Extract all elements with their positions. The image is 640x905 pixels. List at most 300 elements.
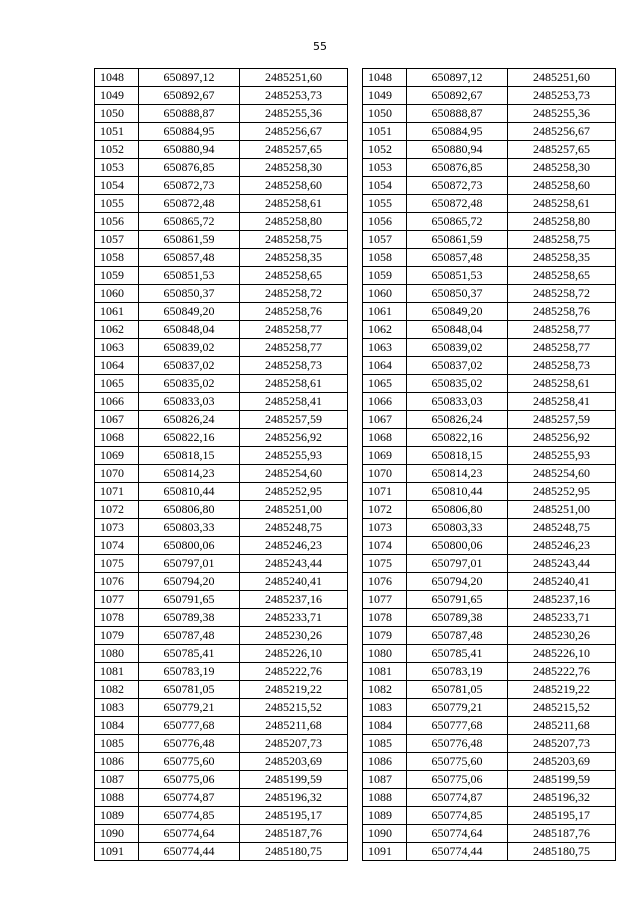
x-coordinate-cell: 650776,48 bbox=[139, 735, 240, 753]
x-coordinate-cell: 650892,67 bbox=[407, 87, 508, 105]
x-coordinate-cell: 650806,80 bbox=[407, 501, 508, 519]
y-coordinate-cell: 2485211,68 bbox=[240, 717, 348, 735]
y-coordinate-cell: 2485253,73 bbox=[508, 87, 616, 105]
point-number-cell: 1070 bbox=[363, 465, 407, 483]
y-coordinate-cell: 2485254,60 bbox=[240, 465, 348, 483]
x-coordinate-cell: 650794,20 bbox=[139, 573, 240, 591]
point-number-cell: 1077 bbox=[363, 591, 407, 609]
table-row bbox=[95, 519, 348, 537]
y-coordinate-cell: 2485248,75 bbox=[240, 519, 348, 537]
y-coordinate-cell: 2485237,16 bbox=[240, 591, 348, 609]
y-coordinate-cell: 2485240,41 bbox=[508, 573, 616, 591]
y-coordinate-cell: 2485251,00 bbox=[240, 501, 348, 519]
point-number-cell: 1057 bbox=[363, 231, 407, 249]
table-row bbox=[363, 285, 616, 303]
point-number-cell: 1075 bbox=[363, 555, 407, 573]
x-coordinate-cell: 650822,16 bbox=[139, 429, 240, 447]
point-number-cell: 1055 bbox=[363, 195, 407, 213]
table-row bbox=[363, 231, 616, 249]
point-number-cell: 1074 bbox=[363, 537, 407, 555]
table-row bbox=[95, 375, 348, 393]
point-number-cell: 1078 bbox=[95, 609, 139, 627]
table-row bbox=[95, 447, 348, 465]
point-number-cell: 1061 bbox=[95, 303, 139, 321]
point-number-cell: 1084 bbox=[363, 717, 407, 735]
point-number-cell: 1080 bbox=[95, 645, 139, 663]
table-row bbox=[363, 411, 616, 429]
point-number-cell: 1051 bbox=[95, 123, 139, 141]
x-coordinate-cell: 650774,44 bbox=[407, 843, 508, 861]
table-row bbox=[95, 285, 348, 303]
point-number-cell: 1048 bbox=[95, 69, 139, 87]
x-coordinate-cell: 650781,05 bbox=[139, 681, 240, 699]
x-coordinate-cell: 650775,06 bbox=[139, 771, 240, 789]
x-coordinate-cell: 650888,87 bbox=[407, 105, 508, 123]
table-row bbox=[95, 501, 348, 519]
x-coordinate-cell: 650850,37 bbox=[407, 285, 508, 303]
point-number-cell: 1054 bbox=[95, 177, 139, 195]
table-row bbox=[363, 681, 616, 699]
point-number-cell: 1057 bbox=[95, 231, 139, 249]
point-number-cell: 1070 bbox=[95, 465, 139, 483]
x-coordinate-cell: 650857,48 bbox=[407, 249, 508, 267]
point-number-cell: 1087 bbox=[363, 771, 407, 789]
table-row bbox=[95, 627, 348, 645]
table-row bbox=[363, 771, 616, 789]
point-number-cell: 1080 bbox=[363, 645, 407, 663]
y-coordinate-cell: 2485258,30 bbox=[240, 159, 348, 177]
x-coordinate-cell: 650803,33 bbox=[139, 519, 240, 537]
x-coordinate-cell: 650897,12 bbox=[139, 69, 240, 87]
y-coordinate-cell: 2485257,59 bbox=[240, 411, 348, 429]
y-coordinate-cell: 2485246,23 bbox=[240, 537, 348, 555]
x-coordinate-cell: 650849,20 bbox=[407, 303, 508, 321]
x-coordinate-cell: 650865,72 bbox=[407, 213, 508, 231]
y-coordinate-cell: 2485180,75 bbox=[508, 843, 616, 861]
table-row bbox=[363, 69, 616, 87]
x-coordinate-cell: 650822,16 bbox=[407, 429, 508, 447]
x-coordinate-cell: 650849,20 bbox=[139, 303, 240, 321]
table-row bbox=[95, 339, 348, 357]
x-coordinate-cell: 650850,37 bbox=[139, 285, 240, 303]
point-number-cell: 1059 bbox=[363, 267, 407, 285]
table-row bbox=[95, 177, 348, 195]
table-row bbox=[363, 753, 616, 771]
y-coordinate-cell: 2485226,10 bbox=[240, 645, 348, 663]
point-number-cell: 1064 bbox=[363, 357, 407, 375]
y-coordinate-cell: 2485195,17 bbox=[508, 807, 616, 825]
point-number-cell: 1087 bbox=[95, 771, 139, 789]
point-number-cell: 1063 bbox=[363, 339, 407, 357]
table-row bbox=[95, 105, 348, 123]
point-number-cell: 1052 bbox=[363, 141, 407, 159]
point-number-cell: 1088 bbox=[363, 789, 407, 807]
x-coordinate-cell: 650779,21 bbox=[139, 699, 240, 717]
x-coordinate-cell: 650797,01 bbox=[139, 555, 240, 573]
point-number-cell: 1079 bbox=[363, 627, 407, 645]
x-coordinate-cell: 650791,65 bbox=[139, 591, 240, 609]
point-number-cell: 1052 bbox=[95, 141, 139, 159]
y-coordinate-cell: 2485258,76 bbox=[240, 303, 348, 321]
table-row bbox=[95, 195, 348, 213]
y-coordinate-cell: 2485187,76 bbox=[508, 825, 616, 843]
x-coordinate-cell: 650777,68 bbox=[407, 717, 508, 735]
y-coordinate-cell: 2485258,72 bbox=[240, 285, 348, 303]
table-row bbox=[363, 177, 616, 195]
x-coordinate-cell: 650892,67 bbox=[139, 87, 240, 105]
y-coordinate-cell: 2485255,36 bbox=[240, 105, 348, 123]
y-coordinate-cell: 2485258,41 bbox=[508, 393, 616, 411]
point-number-cell: 1065 bbox=[363, 375, 407, 393]
x-coordinate-cell: 650872,73 bbox=[139, 177, 240, 195]
table-row bbox=[363, 195, 616, 213]
x-coordinate-cell: 650787,48 bbox=[139, 627, 240, 645]
table-row bbox=[95, 393, 348, 411]
point-number-cell: 1091 bbox=[363, 843, 407, 861]
table-row bbox=[363, 537, 616, 555]
point-number-cell: 1062 bbox=[95, 321, 139, 339]
y-coordinate-cell: 2485258,61 bbox=[240, 195, 348, 213]
point-number-cell: 1069 bbox=[95, 447, 139, 465]
table-row bbox=[95, 87, 348, 105]
x-coordinate-cell: 650851,53 bbox=[407, 267, 508, 285]
table-row bbox=[95, 573, 348, 591]
x-coordinate-cell: 650876,85 bbox=[407, 159, 508, 177]
y-coordinate-cell: 2485254,60 bbox=[508, 465, 616, 483]
table-row bbox=[363, 429, 616, 447]
table-row bbox=[363, 339, 616, 357]
x-coordinate-cell: 650839,02 bbox=[139, 339, 240, 357]
y-coordinate-cell: 2485252,95 bbox=[508, 483, 616, 501]
point-number-cell: 1060 bbox=[95, 285, 139, 303]
x-coordinate-cell: 650865,72 bbox=[139, 213, 240, 231]
table-row bbox=[95, 843, 348, 861]
y-coordinate-cell: 2485258,61 bbox=[508, 195, 616, 213]
x-coordinate-cell: 650774,64 bbox=[407, 825, 508, 843]
table-row bbox=[363, 627, 616, 645]
point-number-cell: 1053 bbox=[95, 159, 139, 177]
table-row bbox=[95, 231, 348, 249]
x-coordinate-cell: 650835,02 bbox=[139, 375, 240, 393]
x-coordinate-cell: 650897,12 bbox=[407, 69, 508, 87]
x-coordinate-cell: 650839,02 bbox=[407, 339, 508, 357]
x-coordinate-cell: 650803,33 bbox=[407, 519, 508, 537]
point-number-cell: 1089 bbox=[95, 807, 139, 825]
point-number-cell: 1054 bbox=[363, 177, 407, 195]
table-row bbox=[95, 411, 348, 429]
point-number-cell: 1056 bbox=[363, 213, 407, 231]
point-number-cell: 1081 bbox=[363, 663, 407, 681]
table-row bbox=[363, 447, 616, 465]
point-number-cell: 1050 bbox=[363, 105, 407, 123]
y-coordinate-cell: 2485215,52 bbox=[240, 699, 348, 717]
point-number-cell: 1058 bbox=[95, 249, 139, 267]
table-row bbox=[95, 429, 348, 447]
point-number-cell: 1056 bbox=[95, 213, 139, 231]
y-coordinate-cell: 2485258,77 bbox=[240, 321, 348, 339]
table-row bbox=[363, 483, 616, 501]
table-row bbox=[95, 699, 348, 717]
table-row bbox=[95, 825, 348, 843]
point-number-cell: 1058 bbox=[363, 249, 407, 267]
table-row bbox=[95, 681, 348, 699]
point-number-cell: 1072 bbox=[95, 501, 139, 519]
table-row bbox=[363, 807, 616, 825]
y-coordinate-cell: 2485258,77 bbox=[508, 321, 616, 339]
x-coordinate-cell: 650872,48 bbox=[407, 195, 508, 213]
y-coordinate-cell: 2485258,61 bbox=[508, 375, 616, 393]
point-number-cell: 1061 bbox=[363, 303, 407, 321]
x-coordinate-cell: 650789,38 bbox=[407, 609, 508, 627]
point-number-cell: 1049 bbox=[95, 87, 139, 105]
y-coordinate-cell: 2485258,73 bbox=[240, 357, 348, 375]
point-number-cell: 1081 bbox=[95, 663, 139, 681]
table-row bbox=[363, 159, 616, 177]
table-row bbox=[363, 213, 616, 231]
x-coordinate-cell: 650884,95 bbox=[407, 123, 508, 141]
x-coordinate-cell: 650826,24 bbox=[407, 411, 508, 429]
point-number-cell: 1064 bbox=[95, 357, 139, 375]
y-coordinate-cell: 2485233,71 bbox=[508, 609, 616, 627]
table-row bbox=[363, 573, 616, 591]
x-coordinate-cell: 650774,44 bbox=[139, 843, 240, 861]
point-number-cell: 1082 bbox=[363, 681, 407, 699]
y-coordinate-cell: 2485256,67 bbox=[508, 123, 616, 141]
y-coordinate-cell: 2485256,67 bbox=[240, 123, 348, 141]
x-coordinate-cell: 650785,41 bbox=[407, 645, 508, 663]
point-number-cell: 1050 bbox=[95, 105, 139, 123]
point-number-cell: 1086 bbox=[95, 753, 139, 771]
x-coordinate-cell: 650848,04 bbox=[407, 321, 508, 339]
table-row bbox=[363, 699, 616, 717]
point-number-cell: 1076 bbox=[95, 573, 139, 591]
table-row bbox=[95, 465, 348, 483]
y-coordinate-cell: 2485258,80 bbox=[240, 213, 348, 231]
point-number-cell: 1071 bbox=[363, 483, 407, 501]
y-coordinate-cell: 2485233,71 bbox=[240, 609, 348, 627]
y-coordinate-cell: 2485222,76 bbox=[508, 663, 616, 681]
y-coordinate-cell: 2485251,60 bbox=[240, 69, 348, 87]
x-coordinate-cell: 650789,38 bbox=[139, 609, 240, 627]
table-row bbox=[363, 303, 616, 321]
y-coordinate-cell: 2485199,59 bbox=[508, 771, 616, 789]
y-coordinate-cell: 2485256,92 bbox=[508, 429, 616, 447]
x-coordinate-cell: 650775,06 bbox=[407, 771, 508, 789]
x-coordinate-cell: 650814,23 bbox=[139, 465, 240, 483]
y-coordinate-cell: 2485255,36 bbox=[508, 105, 616, 123]
x-coordinate-cell: 650787,48 bbox=[407, 627, 508, 645]
x-coordinate-cell: 650861,59 bbox=[407, 231, 508, 249]
x-coordinate-cell: 650806,80 bbox=[139, 501, 240, 519]
y-coordinate-cell: 2485258,80 bbox=[508, 213, 616, 231]
y-coordinate-cell: 2485215,52 bbox=[508, 699, 616, 717]
point-number-cell: 1048 bbox=[363, 69, 407, 87]
point-number-cell: 1076 bbox=[363, 573, 407, 591]
point-number-cell: 1068 bbox=[363, 429, 407, 447]
y-coordinate-cell: 2485246,23 bbox=[508, 537, 616, 555]
point-number-cell: 1072 bbox=[363, 501, 407, 519]
x-coordinate-cell: 650775,60 bbox=[139, 753, 240, 771]
y-coordinate-cell: 2485196,32 bbox=[508, 789, 616, 807]
y-coordinate-cell: 2485203,69 bbox=[240, 753, 348, 771]
x-coordinate-cell: 650880,94 bbox=[139, 141, 240, 159]
x-coordinate-cell: 650848,04 bbox=[139, 321, 240, 339]
table-row bbox=[363, 645, 616, 663]
table-row bbox=[95, 771, 348, 789]
y-coordinate-cell: 2485226,10 bbox=[508, 645, 616, 663]
x-coordinate-cell: 650884,95 bbox=[139, 123, 240, 141]
x-coordinate-cell: 650857,48 bbox=[139, 249, 240, 267]
table-row bbox=[95, 555, 348, 573]
table-row bbox=[363, 663, 616, 681]
y-coordinate-cell: 2485207,73 bbox=[508, 735, 616, 753]
x-coordinate-cell: 650794,20 bbox=[407, 573, 508, 591]
point-number-cell: 1086 bbox=[363, 753, 407, 771]
y-coordinate-cell: 2485195,17 bbox=[240, 807, 348, 825]
table-row bbox=[363, 393, 616, 411]
y-coordinate-cell: 2485251,00 bbox=[508, 501, 616, 519]
table-row bbox=[363, 141, 616, 159]
table-row bbox=[95, 735, 348, 753]
point-number-cell: 1068 bbox=[95, 429, 139, 447]
y-coordinate-cell: 2485248,75 bbox=[508, 519, 616, 537]
x-coordinate-cell: 650810,44 bbox=[139, 483, 240, 501]
point-number-cell: 1071 bbox=[95, 483, 139, 501]
x-coordinate-cell: 650785,41 bbox=[139, 645, 240, 663]
table-row bbox=[363, 321, 616, 339]
table-row bbox=[95, 789, 348, 807]
y-coordinate-cell: 2485180,75 bbox=[240, 843, 348, 861]
table-row bbox=[95, 609, 348, 627]
point-number-cell: 1065 bbox=[95, 375, 139, 393]
y-coordinate-cell: 2485258,35 bbox=[240, 249, 348, 267]
y-coordinate-cell: 2485258,76 bbox=[508, 303, 616, 321]
y-coordinate-cell: 2485255,93 bbox=[508, 447, 616, 465]
x-coordinate-cell: 650775,60 bbox=[407, 753, 508, 771]
y-coordinate-cell: 2485219,22 bbox=[508, 681, 616, 699]
x-coordinate-cell: 650810,44 bbox=[407, 483, 508, 501]
table-row bbox=[363, 105, 616, 123]
x-coordinate-cell: 650833,03 bbox=[139, 393, 240, 411]
table-row bbox=[363, 825, 616, 843]
point-number-cell: 1082 bbox=[95, 681, 139, 699]
x-coordinate-cell: 650774,87 bbox=[407, 789, 508, 807]
y-coordinate-cell: 2485258,75 bbox=[508, 231, 616, 249]
x-coordinate-cell: 650818,15 bbox=[407, 447, 508, 465]
point-number-cell: 1091 bbox=[95, 843, 139, 861]
table-row bbox=[363, 375, 616, 393]
point-number-cell: 1066 bbox=[95, 393, 139, 411]
x-coordinate-cell: 650800,06 bbox=[139, 537, 240, 555]
table-row bbox=[363, 267, 616, 285]
y-coordinate-cell: 2485257,65 bbox=[508, 141, 616, 159]
table-row bbox=[95, 213, 348, 231]
table-row bbox=[95, 123, 348, 141]
y-coordinate-cell: 2485258,30 bbox=[508, 159, 616, 177]
y-coordinate-cell: 2485258,77 bbox=[240, 339, 348, 357]
point-number-cell: 1053 bbox=[363, 159, 407, 177]
table-row bbox=[95, 141, 348, 159]
table-row bbox=[95, 537, 348, 555]
y-coordinate-cell: 2485243,44 bbox=[240, 555, 348, 573]
point-number-cell: 1084 bbox=[95, 717, 139, 735]
table-row bbox=[363, 465, 616, 483]
y-coordinate-cell: 2485258,77 bbox=[508, 339, 616, 357]
table-row bbox=[95, 321, 348, 339]
table-row bbox=[95, 807, 348, 825]
y-coordinate-cell: 2485258,75 bbox=[240, 231, 348, 249]
y-coordinate-cell: 2485258,41 bbox=[240, 393, 348, 411]
x-coordinate-cell: 650783,19 bbox=[407, 663, 508, 681]
x-coordinate-cell: 650818,15 bbox=[139, 447, 240, 465]
point-number-cell: 1090 bbox=[95, 825, 139, 843]
table-row bbox=[95, 249, 348, 267]
x-coordinate-cell: 650776,48 bbox=[407, 735, 508, 753]
y-coordinate-cell: 2485253,73 bbox=[240, 87, 348, 105]
y-coordinate-cell: 2485258,72 bbox=[508, 285, 616, 303]
coordinate-table-right bbox=[362, 68, 616, 861]
x-coordinate-cell: 650774,87 bbox=[139, 789, 240, 807]
x-coordinate-cell: 650888,87 bbox=[139, 105, 240, 123]
y-coordinate-cell: 2485255,93 bbox=[240, 447, 348, 465]
x-coordinate-cell: 650861,59 bbox=[139, 231, 240, 249]
x-coordinate-cell: 650880,94 bbox=[407, 141, 508, 159]
x-coordinate-cell: 650837,02 bbox=[139, 357, 240, 375]
point-number-cell: 1085 bbox=[95, 735, 139, 753]
table-row bbox=[363, 717, 616, 735]
y-coordinate-cell: 2485211,68 bbox=[508, 717, 616, 735]
x-coordinate-cell: 650774,64 bbox=[139, 825, 240, 843]
y-coordinate-cell: 2485258,73 bbox=[508, 357, 616, 375]
x-coordinate-cell: 650872,73 bbox=[407, 177, 508, 195]
table-row bbox=[95, 753, 348, 771]
table-row bbox=[95, 159, 348, 177]
table-row bbox=[95, 357, 348, 375]
x-coordinate-cell: 650781,05 bbox=[407, 681, 508, 699]
point-number-cell: 1059 bbox=[95, 267, 139, 285]
point-number-cell: 1088 bbox=[95, 789, 139, 807]
table-row bbox=[363, 555, 616, 573]
point-number-cell: 1051 bbox=[363, 123, 407, 141]
point-number-cell: 1073 bbox=[95, 519, 139, 537]
point-number-cell: 1085 bbox=[363, 735, 407, 753]
point-number-cell: 1069 bbox=[363, 447, 407, 465]
coordinate-table-left bbox=[94, 68, 348, 861]
x-coordinate-cell: 650777,68 bbox=[139, 717, 240, 735]
point-number-cell: 1067 bbox=[95, 411, 139, 429]
point-number-cell: 1049 bbox=[363, 87, 407, 105]
point-number-cell: 1060 bbox=[363, 285, 407, 303]
point-number-cell: 1090 bbox=[363, 825, 407, 843]
y-coordinate-cell: 2485258,61 bbox=[240, 375, 348, 393]
table-row bbox=[95, 591, 348, 609]
x-coordinate-cell: 650835,02 bbox=[407, 375, 508, 393]
table-row bbox=[95, 663, 348, 681]
table-row bbox=[95, 69, 348, 87]
y-coordinate-cell: 2485199,59 bbox=[240, 771, 348, 789]
x-coordinate-cell: 650774,85 bbox=[139, 807, 240, 825]
table-row bbox=[363, 87, 616, 105]
point-number-cell: 1074 bbox=[95, 537, 139, 555]
y-coordinate-cell: 2485219,22 bbox=[240, 681, 348, 699]
y-coordinate-cell: 2485237,16 bbox=[508, 591, 616, 609]
y-coordinate-cell: 2485251,60 bbox=[508, 69, 616, 87]
y-coordinate-cell: 2485196,32 bbox=[240, 789, 348, 807]
table-row bbox=[363, 609, 616, 627]
point-number-cell: 1055 bbox=[95, 195, 139, 213]
x-coordinate-cell: 650876,85 bbox=[139, 159, 240, 177]
point-number-cell: 1078 bbox=[363, 609, 407, 627]
